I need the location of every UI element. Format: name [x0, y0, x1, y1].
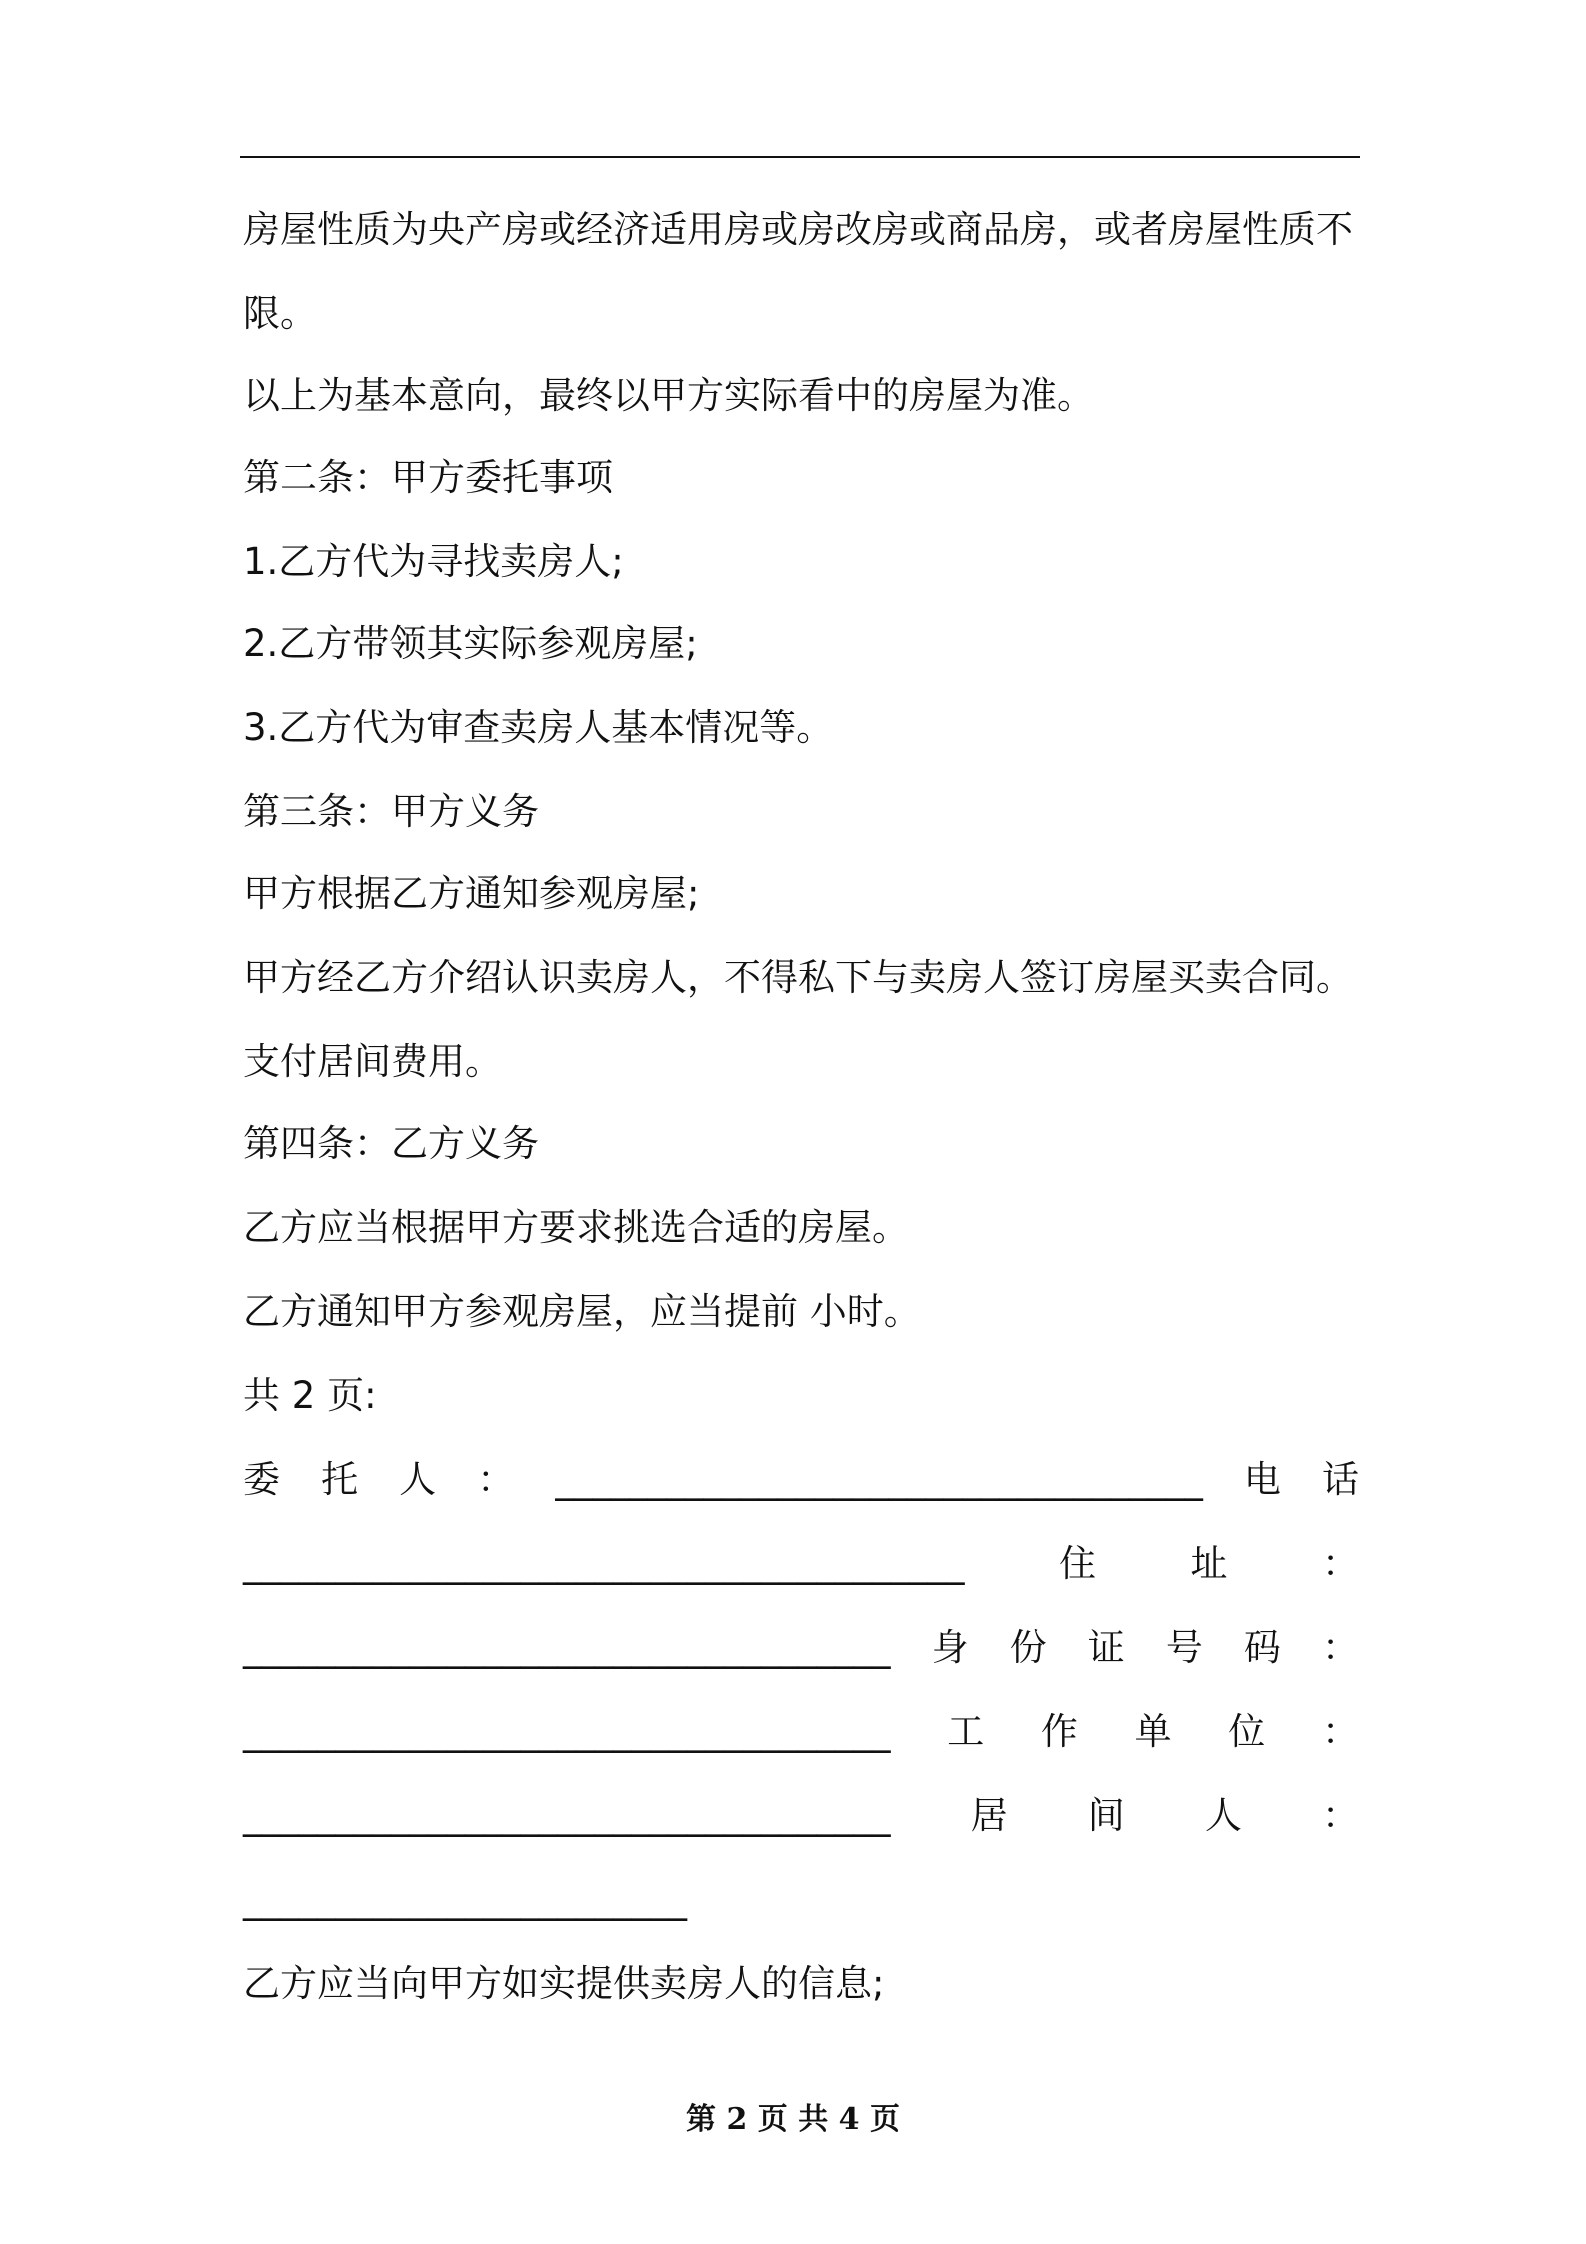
blank-intermediary: ________________________: [243, 1878, 687, 1921]
paragraph-line: 以上为基本意向，最终以甲方实际看中的房屋为准。: [243, 374, 1094, 417]
form-char: ：: [1321, 1710, 1359, 1753]
form-char: 工: [947, 1710, 985, 1753]
list-item: 2.乙方带领其实际参观房屋;: [243, 622, 698, 665]
blank-id-number: ___________________________________: [243, 1710, 891, 1753]
blank-employer: ___________________________________: [243, 1794, 891, 1837]
header-rule: [240, 156, 1360, 158]
list-item: 1.乙方代为寻找卖房人;: [243, 540, 624, 583]
form-char: ：: [1322, 1542, 1359, 1585]
form-char: 码: [1243, 1626, 1281, 1669]
form-char: 电: [1243, 1458, 1281, 1501]
blank-address: ___________________________________: [243, 1626, 891, 1669]
paragraph-line: 房屋性质为央产房或经济适用房或房改房或商品房，或者房屋性质不: [243, 208, 1353, 251]
form-char: 托: [321, 1458, 359, 1501]
paragraph-line: 乙方应当向甲方如实提供卖房人的信息;: [243, 1962, 885, 2005]
form-char: 证: [1087, 1626, 1125, 1669]
list-item: 3.乙方代为审查卖房人基本情况等。: [243, 706, 834, 749]
form-row-employer: [243, 1710, 1359, 1754]
form-char: ：: [1322, 1794, 1359, 1837]
article-heading: 第三条：甲方义务: [243, 790, 539, 833]
form-char: 人: [1204, 1794, 1242, 1837]
form-char: 作: [1040, 1710, 1078, 1753]
form-char: 份: [1009, 1626, 1047, 1669]
paragraph-line: 甲方根据乙方通知参观房屋;: [243, 872, 700, 915]
form-row-id-number: [243, 1626, 1359, 1670]
form-char: ：: [477, 1458, 515, 1501]
article-heading: 第四条：乙方义务: [243, 1122, 539, 1165]
form-char: 话: [1321, 1458, 1359, 1501]
form-row-intermediary: [243, 1794, 1359, 1838]
form-char: 人: [399, 1458, 437, 1501]
form-char: 号: [1165, 1626, 1203, 1669]
form-char: 委: [243, 1458, 280, 1501]
form-char: 址: [1190, 1542, 1228, 1585]
article-heading: 第二条：甲方委托事项: [243, 456, 613, 499]
form-char: 居: [970, 1794, 1008, 1837]
form-char: 身: [931, 1626, 969, 1669]
form-char: ：: [1321, 1626, 1359, 1669]
paragraph-line: 甲方经乙方介绍认识卖房人，不得私下与卖房人签订房屋买卖合同。: [243, 956, 1353, 999]
form-char: 位: [1228, 1710, 1266, 1753]
blank-phone: _______________________________________: [243, 1542, 965, 1585]
form-char: 住: [1059, 1542, 1096, 1585]
paragraph-line: 乙方通知甲方参观房屋，应当提前 小时。: [243, 1290, 921, 1333]
blank-principal: ___________________________________: [555, 1458, 1203, 1501]
form-char: 单: [1134, 1710, 1172, 1753]
form-char: 间: [1087, 1794, 1125, 1837]
form-row-principal: [243, 1458, 1359, 1502]
page-number-footer: 第 2 页 共 4 页: [686, 2102, 900, 2137]
paragraph-line: 共 2 页:: [243, 1374, 377, 1417]
paragraph-line: 限。: [243, 292, 317, 335]
form-row-address: [243, 1542, 1359, 1586]
paragraph-line: 支付居间费用。: [243, 1040, 502, 1083]
paragraph-line: 乙方应当根据甲方要求挑选合适的房屋。: [243, 1206, 909, 1249]
